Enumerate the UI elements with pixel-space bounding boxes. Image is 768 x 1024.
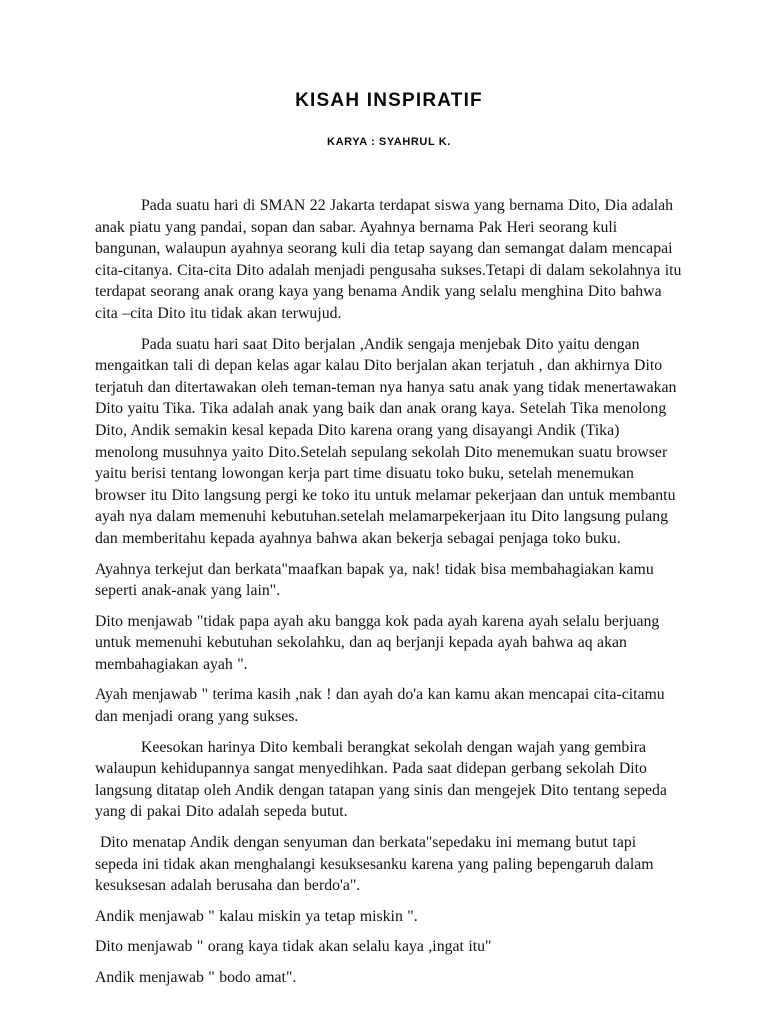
document-byline: KARYA : SYAHRUL K. (327, 136, 451, 148)
paragraph-dito-menatap-andik: Dito menatap Andik dengan senyuman dan berkata"sepedaku ini memang butut tapi sepeda ini tidak akan menghalangi kesuksesanku karena yang paling bepengaruh dalam kesuksesan adalah berusaha dan berdo'a". (95, 834, 654, 895)
paragraph-andik-bodo-amat: Andik menjawab " bodo amat". (95, 969, 297, 986)
paragraph-andik-menjebak: Pada suatu hari saat Dito berjalan ,Andik sengaja menjebak Dito yaitu dengan mengaitkan tali di depan kelas agar kalau Dito berjalan akan terjatuh , dan akhirnya Dito terjatuh dan ditertawakan oleh teman-teman nya hanya satu anak yang tidak menertawakan Dito yaitu Tika. Tika adalah anak yang baik dan anak orang kaya. Setelah Tika menolong Dito, Andik semakin kesal kepada Dito karena orang yang disayangi Andik (Tika) menolong musuhnya yaito Dito.Setelah sepulang sekolah Dito menemukan suatu browser yaitu berisi tentang lowongan kerja part time disuatu toko buku, setelah menemukan browser itu Dito langsung pergi ke toko itu untuk melamar pekerjaan dan untuk membantu ayah nya dalam memenuhi kebutuhan.setelah melamarpekerjaan itu Dito langsung pulang dan memberitahu kepada ayahnya bahwa akan bekerja sebagai penjaga toko buku. (95, 335, 677, 547)
paragraph-keesokan-harinya: Keesokan harinya Dito kembali berangkat sekolah dengan wajah yang gembira walaupun kehidupannya sangat menyedihkan. Pada saat didepan gerbang sekolah Dito langsung ditatap oleh Andik dengan tatapan yang sinis dan mengejek Dito tentang sepeda yang di pakai Dito adalah sepeda butut. (95, 738, 667, 821)
document-content (95, 90, 683, 989)
document-body (95, 195, 683, 989)
paragraph-ayah-terkejut: Ayahnya terkejut dan berkata"maafkan bapak ya, nak! tidak bisa membahagiakan kamu seperti anak-anak yang lain". (95, 560, 654, 600)
paragraph-intro-dito: Pada suatu hari di SMAN 22 Jakarta terdapat siswa yang bernama Dito, Dia adalah anak piatu yang pandai, sopan dan sabar. Ayahnya bernama Pak Heri seorang kuli bangunan, walaupun ayahnya seorang kuli dia tetap sayang dan semangat dalam mencapai cita-citanya. Cita-cita Dito adalah menjadi pengusaha sukses.Tetapi di dalam sekolahnya itu terdapat seorang anak orang kaya yang benama Andik yang selalu menghina Dito bahwa cita –cita Dito itu tidak akan terwujud. (95, 197, 682, 322)
paragraph-dito-menjawab-bangga: Dito menjawab "tidak papa ayah aku bangga kok pada ayah karena ayah selalu berjuang untuk memenuhi kebutuhan sekolahku, dan aq berjanji kepada ayah bahwa aq akan membahagiakan ayah ". (95, 612, 660, 673)
paragraph-ayah-menjawab-terimakasih: Ayah menjawab " terima kasih ,nak ! dan ayah do'a kan kamu akan mencapai cita-citamu dan menjadi orang yang sukses. (95, 686, 665, 726)
paragraph-dito-orang-kaya: Dito menjawab " orang kaya tidak akan selalu kaya ,ingat itu" (95, 938, 492, 956)
document-title: KISAH INSPIRATIF (295, 90, 483, 111)
paragraph-andik-miskin: Andik menjawab " kalau miskin ya tetap miskin ". (95, 907, 418, 925)
